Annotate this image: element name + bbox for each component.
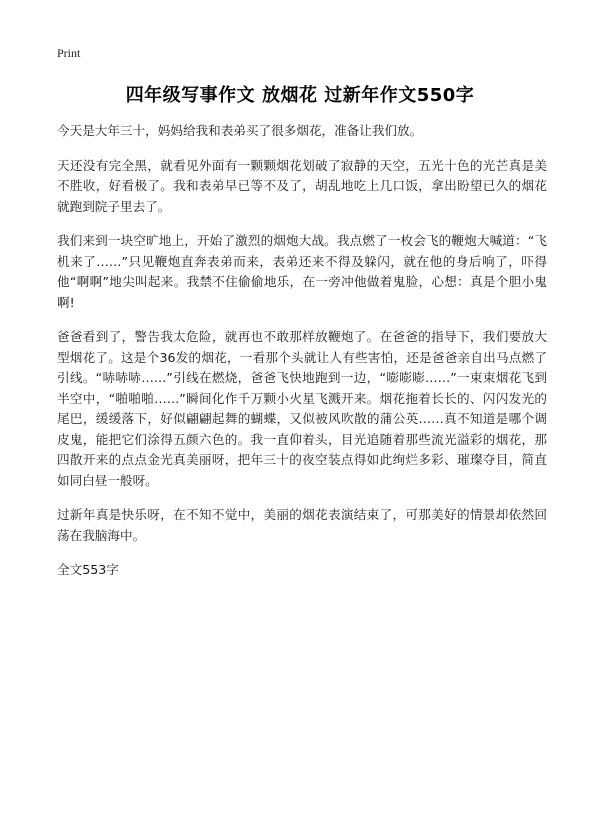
paragraph-2: 天还没有完全黑，就看见外面有一颗颗烟花划破了寂静的天空，五光十色的光芒真是美不胜收，好看极了。我和表弟早已等不及了，胡乱地吃上几口饭，拿出盼望已久的烟花就跑到院子里去了。: [57, 157, 547, 214]
paragraph-3: 我们来到一块空旷地上，开始了激烈的烟炮大战。我点燃了一枚会飞的鞭炮大喊道：“飞机来了……”只见鞭炮直奔表弟而来，表弟还来不得及躲闪，就在他的身后响了，吓得他“啊啊”地尖叫起来。我禁不住偷偷地乐，在一旁冲他做着鬼脸，心想：真是个胆小鬼啊!: [57, 233, 547, 310]
word-count: 全文553字: [57, 562, 119, 577]
paragraph-4: 爸爸看到了，警告我太危险，就再也不敢那样放鞭炮了。在爸爸的指导下，我们要放大型烟花了。这是个36发的烟花，一看那个头就让人有些害怕，还是爸爸亲自出马点燃了引线。“哧哧哧……”引线在燃烧，爸爸飞快地跑到一边，“嘭嘭嘭……”一束束烟花飞到半空中，“啪啪啪……”瞬间化作千万颗小火星飞溅开来。烟花拖着长长的、闪闪发光的尾巴，缓缓落下，好似翩翩起舞的蝴蝶，又似被风吹散的蒲公英……真不知道是哪个调皮鬼，能把它们涂得五颜六色的。我一直仰着头，目光追随着那些流光溢彩的烟花，那四散开来的点点金光真美丽呀，把年三十的夜空装点得如此绚烂多彩、璀璨夺目，简直如同白昼一般呀。: [57, 329, 547, 488]
paragraph-1: 今天是大年三十，妈妈给我和表弟买了很多烟花，准备让我们放。: [57, 123, 423, 138]
paragraph-5: 过新年真是快乐呀，在不知不觉中，美丽的烟花表演结束了，可那美好的情景却依然回荡在我脑海中。: [57, 507, 547, 543]
print-link[interactable]: Print: [57, 46, 81, 60]
article-body: [57, 121, 547, 581]
article-title: 四年级写事作文 放烟花 过新年作文550字: [125, 85, 475, 106]
